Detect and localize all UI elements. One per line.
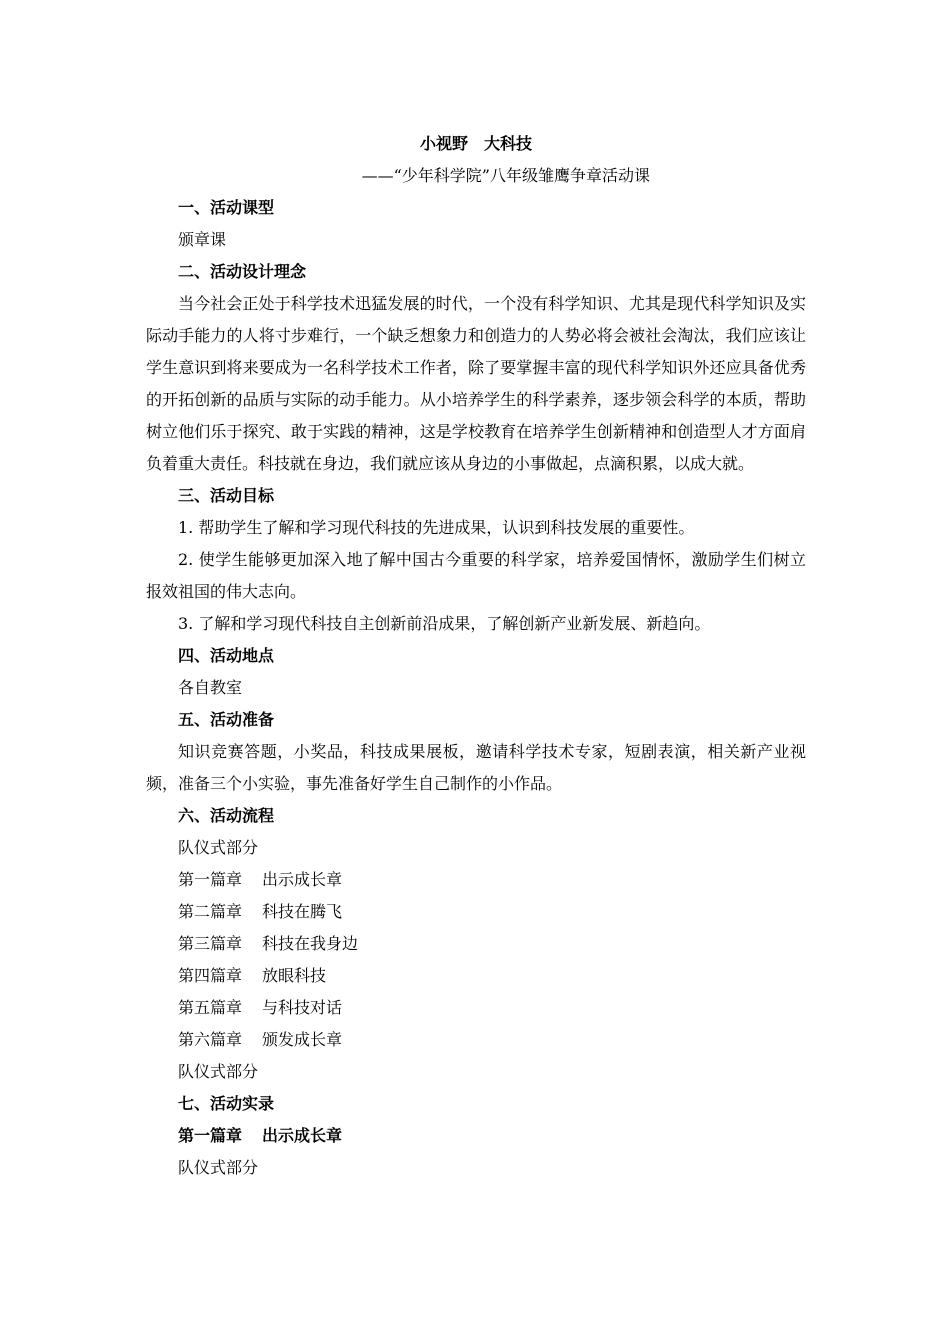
document-body <box>146 128 806 1184</box>
chapter-name: 出示成长章 <box>262 1126 343 1145</box>
chapter-number: 第二篇章 <box>178 902 243 921</box>
section-heading-concept: 二、活动设计理念 <box>178 262 307 281</box>
chapter-number: 第一篇章 <box>178 870 243 889</box>
chapter-number: 第四篇章 <box>178 966 243 985</box>
record-chapter-1 <box>146 1120 806 1152</box>
section-heading-process: 六、活动流程 <box>178 806 275 825</box>
chapter-number: 第三篇章 <box>178 934 243 953</box>
page-title: 小视野 大科技 <box>419 134 532 153</box>
section-heading-record: 七、活动实录 <box>178 1094 275 1113</box>
section-heading-goals: 三、活动目标 <box>178 486 275 505</box>
record-text: 队仪式部分 <box>178 1158 259 1177</box>
section-heading-type: 一、活动课型 <box>178 198 275 217</box>
process-chapter-1 <box>146 864 806 896</box>
goal-item-2: 2. 使学生能够更加深入地了解中国古今重要的科学家，培养爱国情怀，激励学生们树立报效祖国的伟大志向。 <box>146 550 806 601</box>
process-chapter-5 <box>146 992 806 1024</box>
chapter-number: 第六篇章 <box>178 1030 243 1049</box>
process-chapter-4 <box>146 960 806 992</box>
chapter-name: 科技在我身边 <box>262 934 359 953</box>
chapter-name: 出示成长章 <box>262 870 343 889</box>
chapter-name: 科技在腾飞 <box>262 902 343 921</box>
section-text-location: 各自教室 <box>178 678 243 697</box>
goal-item-3: 3. 了解和学习现代科技自主创新前沿成果，了解创新产业新发展、新趋向。 <box>178 614 711 633</box>
chapter-number: 第五篇章 <box>178 998 243 1017</box>
chapter-name: 与科技对话 <box>262 998 343 1017</box>
page-subtitle: ——“少年科学院”八年级雏鹰争章活动课 <box>361 166 650 185</box>
chapter-name: 颁发成长章 <box>262 1030 343 1049</box>
section-heading-preparation: 五、活动准备 <box>178 710 275 729</box>
section-text-concept: 当今社会正处于科学技术迅猛发展的时代，一个没有科学知识、尤其是现代科学知识及实际动手能力的人将寸步难行，一个缺乏想象力和创造力的人势必将会被社会淘汰，我们应该让学生意识到将来要成为一名科学技术工作者，除了要掌握丰富的现代科学知识外还应具备优秀的开拓创新的品质与实际的动手能力。从小培养学生的科学素养，逐步领会科学的本质，帮助树立他们乐于探究、敢于实践的精神，这是学校教育在培养学生创新精神和创造型人才方面肩负着重大责任。科技就在身边，我们就应该从身边的小事做起，点滴积累，以成大就。 <box>146 294 806 473</box>
process-chapter-2 <box>146 896 806 928</box>
chapter-name: 放眼科技 <box>262 966 327 985</box>
section-heading-location: 四、活动地点 <box>178 646 275 665</box>
goal-item-1: 1. 帮助学生了解和学习现代科技的先进成果，认识到科技发展的重要性。 <box>178 518 695 537</box>
process-chapter-3 <box>146 928 806 960</box>
process-chapter-6 <box>146 1024 806 1056</box>
section-text-preparation: 知识竞赛答题，小奖品，科技成果展板，邀请科学技术专家，短剧表演，相关新产业视频，准备三个小实验，事先准备好学生自己制作的小作品。 <box>146 742 806 793</box>
process-end: 队仪式部分 <box>178 1062 259 1081</box>
section-text-type: 颁章课 <box>178 230 227 249</box>
process-start: 队仪式部分 <box>178 838 259 857</box>
chapter-number: 第一篇章 <box>178 1126 243 1145</box>
